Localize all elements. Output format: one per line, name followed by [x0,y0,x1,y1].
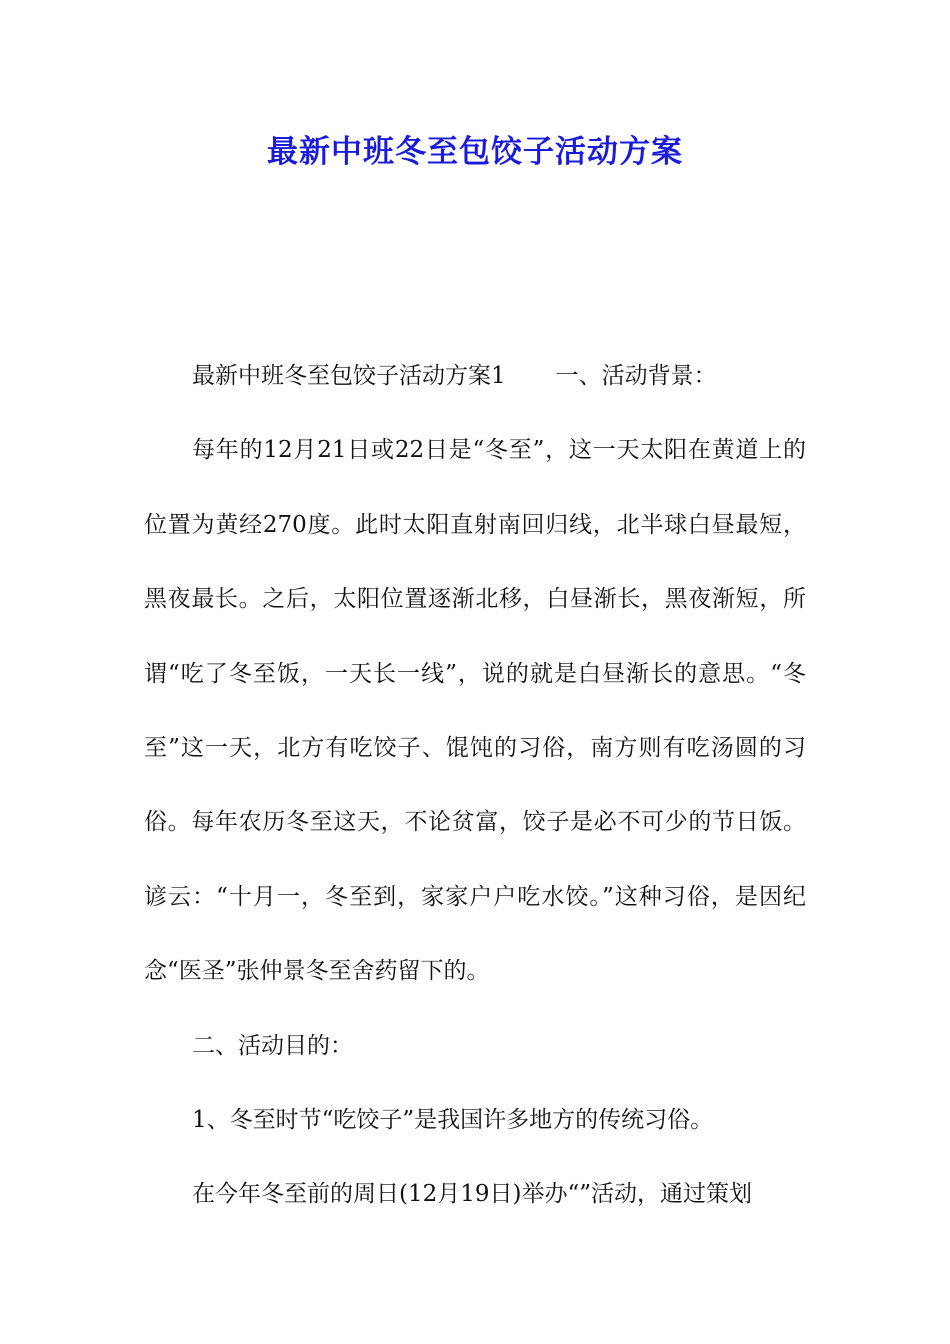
purpose-item-1: 1、冬至时节“吃饺子”是我国许多地方的传统习俗。 [192,1107,714,1134]
document-title: 最新中班冬至包饺子活动方案 [267,134,683,170]
purpose-paragraph: 在今年冬至前的周日(12月19日)举办“”活动，通过策划 [192,1181,752,1208]
section-heading-purpose: 二、活动目的： [192,1032,353,1059]
document-body [144,339,806,1232]
sub-heading-line [144,339,806,413]
background-paragraph: 每年的12月21日或22日是“冬至”，这一天太阳在黄道上的位置为黄经270度。此时太阳直射南回归线，北半球白昼最短，黑夜最长。之后，太阳位置逐渐北移，白昼渐长，黑夜渐短，所谓“吃了冬至饭，一天长一线”，说的就是白昼渐长的意思。“冬至”这一天，北方有吃饺子、馄饨的习俗，南方则有吃汤圆的习俗。每年农历冬至这天，不论贫富，饺子是必不可少的节日饭。谚云：“十月一，冬至到，家家户户吃水饺。”这种习俗，是因纪念“医圣”张仲景冬至舍药留下的。 [144,437,806,985]
section-heading-background: 一、活动背景： [555,363,717,389]
sub-heading: 最新中班冬至包饺子活动方案1 [192,363,506,389]
